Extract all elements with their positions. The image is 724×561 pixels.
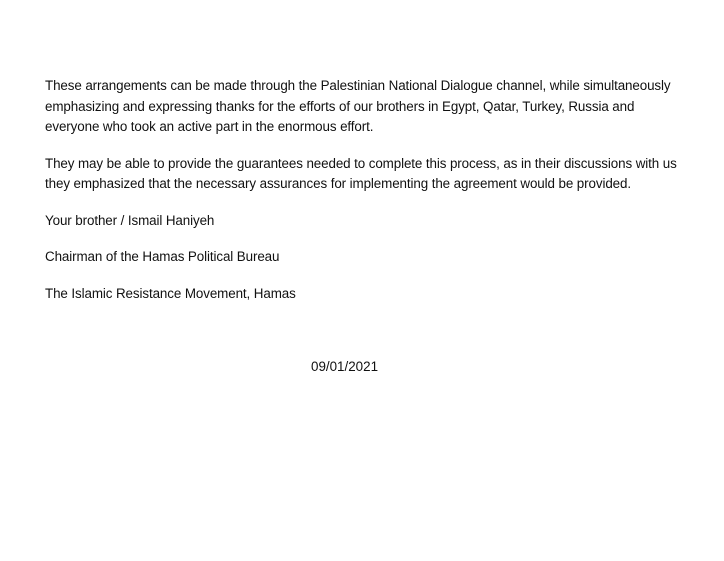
letter-body: [45, 76, 685, 320]
signature-closing: Your brother / Ismail Haniyeh: [45, 212, 215, 228]
signature-title: Chairman of the Hamas Political Bureau: [45, 249, 280, 264]
letter-date: 09/01/2021: [311, 359, 379, 374]
paragraph-guarantees: They may be able to provide the guarantees needed to complete this process, as in their discussions with us they emphasized that the necessary assurances for implementing the agreement would be provided.: [45, 155, 677, 191]
signature-organization: The Islamic Resistance Movement, Hamas: [45, 285, 296, 301]
paragraph-arrangements: These arrangements can be made through the Palestinian National Dialogue channel, while simultaneously emphasizing and expressing thanks for the efforts of our brothers in Egypt, Qatar, Turkey, Russia and everyone who took an active part in the enormous effort.: [45, 78, 671, 134]
